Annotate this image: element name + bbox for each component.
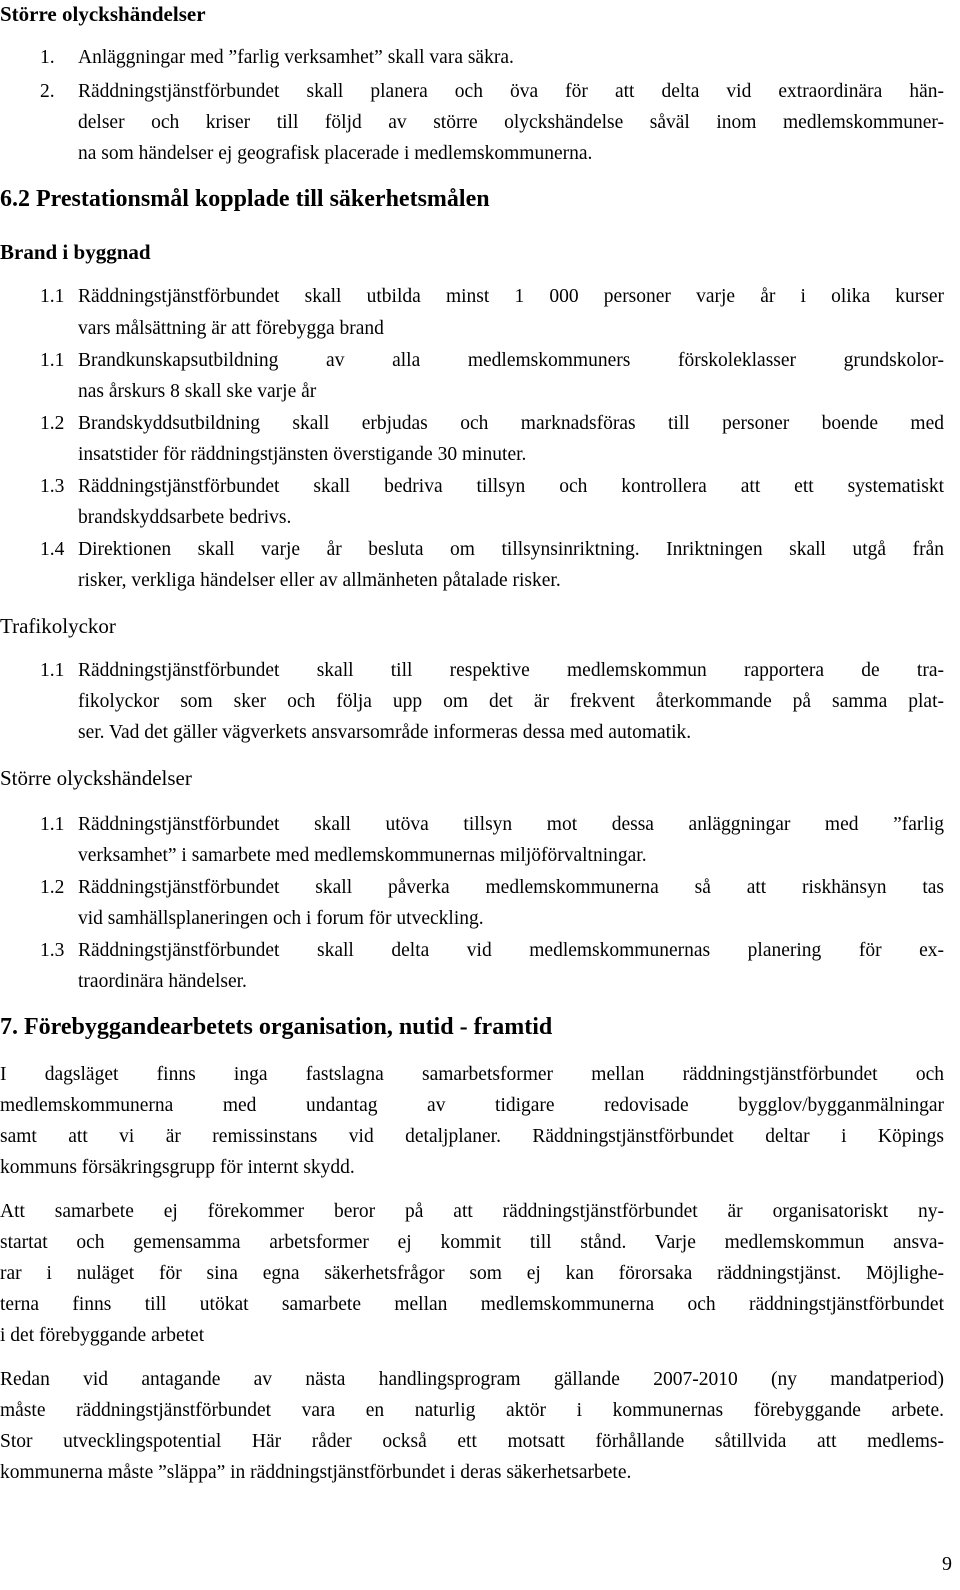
heading-section-7: 7. Förebyggandearbetets organisation, nutid - framtid (0, 1014, 553, 1040)
item-line: vid samhällsplaneringen och i forum för utveckling. (78, 908, 484, 929)
item-number: 1.1 (40, 350, 65, 371)
item-line: vars målsättning är att förebygga brand (78, 318, 384, 339)
item-line: Brandskyddsutbildning skall erbjudas och marknadsföras till personer boende med (78, 413, 944, 434)
item-number: 1.3 (40, 476, 65, 497)
item-line: verksamhet” i samarbete med medlemskommunernas miljöförvaltningar. (78, 845, 647, 866)
item-line: na som händelser ej geografisk placerade i medlemskommunerna. (78, 143, 593, 164)
item-number: 1. (40, 47, 55, 68)
paragraph-line: terna finns till utökat samarbete mellan medlemskommunerna och räddningstjänstförbundet (0, 1294, 944, 1315)
item-line: Anläggningar med ”farlig verksamhet” skall vara säkra. (78, 47, 514, 68)
item-number: 1.2 (40, 413, 65, 434)
paragraph-line: medlemskommunerna med undantag av tidigare redovisade bygglov/bygganmälningar (0, 1095, 944, 1116)
item-line: Räddningstjänstförbundet skall planera och öva för att delta vid extraordinära hän- (78, 81, 944, 102)
item-line: Räddningstjänstförbundet skall till respektive medlemskommun rapportera de tra- (78, 660, 944, 681)
item-line: Direktionen skall varje år besluta om tillsynsinriktning. Inriktningen skall utgå från (78, 539, 944, 560)
paragraph-line: Stor utvecklingspotential Här råder också ett motsatt förhållande såtillvida att medlems- (0, 1431, 944, 1452)
paragraph-line: i det förebyggande arbetet (0, 1325, 205, 1346)
heading-brand: Brand i byggnad (0, 240, 151, 264)
paragraph-line: måste räddningstjänstförbundet vara en naturlig aktör i kommunernas förebyggande arbete. (0, 1400, 944, 1421)
item-line: fikolyckor som sker och följa upp om det är frekvent återkommande på samma plat- (78, 691, 944, 712)
item-line: traordinära händelser. (78, 971, 247, 992)
heading-6-2: 6.2 Prestationsmål kopplade till säkerhetsmålen (0, 186, 490, 212)
paragraph-line: startat och gemensamma arbetsformer ej kommit till stånd. Varje medlemskommun ansva- (0, 1232, 944, 1253)
heading-storre-top: Större olyckshändelser (0, 2, 206, 26)
item-line: ser. Vad det gäller vägverkets ansvarsområde informeras dessa med automatik. (78, 722, 692, 743)
paragraph-line: kommuns försäkringsgrupp för internt skydd. (0, 1157, 355, 1178)
item-number: 1.4 (40, 539, 65, 560)
item-line: Räddningstjänstförbundet skall bedriva tillsyn och kontrollera att ett systematiskt (78, 476, 944, 497)
paragraph-line: Redan vid antagande av nästa handlingsprogram gällande 2007-2010 (ny mandatperiod) (0, 1369, 944, 1390)
heading-trafik: Trafikolyckor (0, 614, 116, 638)
item-number: 1.1 (40, 660, 65, 681)
heading-storre: Större olyckshändelser (0, 766, 192, 790)
paragraph-line: samt att vi är remissinstans vid detaljplaner. Räddningstjänstförbundet deltar i Köpings (0, 1126, 944, 1147)
page-number: 9 (942, 1553, 952, 1575)
item-line: Räddningstjänstförbundet skall utöva tillsyn mot dessa anläggningar med ”farlig (78, 814, 944, 835)
item-number: 1.3 (40, 940, 65, 961)
item-number: 2. (40, 81, 55, 102)
item-line: delser och kriser till följd av större olyckshändelse såväl inom medlemskommuner- (78, 112, 944, 133)
item-line: Räddningstjänstförbundet skall påverka medlemskommunerna så att riskhänsyn tas (78, 877, 944, 898)
item-line: Räddningstjänstförbundet skall utbilda minst 1 000 personer varje år i olika kurser (78, 286, 944, 307)
item-line: Räddningstjänstförbundet skall delta vid medlemskommunernas planering för ex- (78, 940, 944, 961)
item-line: nas årskurs 8 skall ske varje år (78, 381, 317, 402)
paragraph-line: rar i nuläget för sina egna säkerhetsfrågor som ej kan förorsaka räddningstjänst. Möjlighe- (0, 1263, 944, 1284)
item-number: 1.1 (40, 814, 65, 835)
paragraph-line: kommunerna måste ”släppa” in räddningstjänstförbundet i deras säkerhetsarbete. (0, 1462, 632, 1483)
paragraph-line: I dagsläget finns inga fastslagna samarbetsformer mellan räddningstjänstförbundet och (0, 1064, 944, 1085)
item-line: brandskyddsarbete bedrivs. (78, 507, 292, 528)
item-line: risker, verkliga händelser eller av allmänheten påtalade risker. (78, 570, 561, 591)
paragraph-line: Att samarbete ej förekommer beror på att räddningstjänstförbundet är organisatoriskt ny- (0, 1201, 944, 1222)
item-line: Brandkunskapsutbildning av alla medlemskommuners förskoleklasser grundskolor- (78, 350, 944, 371)
item-number: 1.2 (40, 877, 65, 898)
item-line: insatstider för räddningstjänsten överstigande 30 minuter. (78, 444, 527, 465)
item-number: 1.1 (40, 286, 65, 307)
